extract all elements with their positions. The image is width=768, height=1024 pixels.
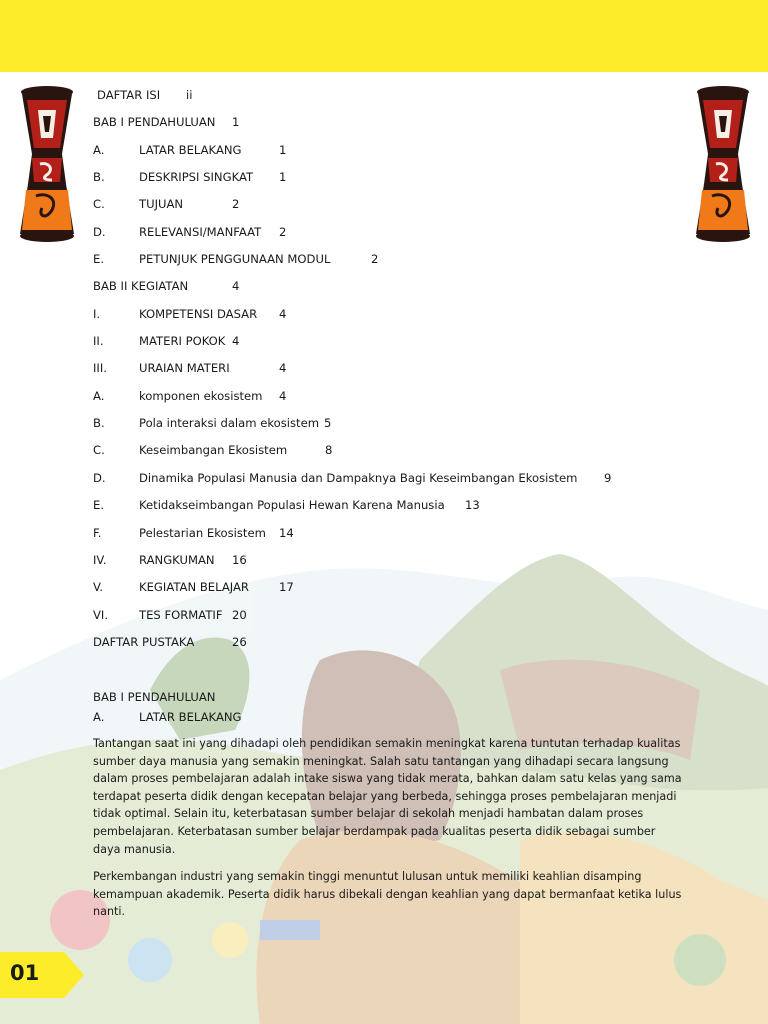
- toc-page: 2: [371, 252, 379, 267]
- toc-label: komponen ekosistem: [139, 388, 263, 403]
- toc-entry[interactable]: [93, 306, 693, 333]
- toc-entry[interactable]: [93, 525, 693, 552]
- toc-label: Pola interaksi dalam ekosistem: [139, 416, 320, 431]
- tifa-drum-icon: [18, 84, 76, 246]
- toc-entry[interactable]: [93, 333, 693, 360]
- paragraph: Tantangan saat ini yang dihadapi oleh pendidikan semakin meningkat karena tuntutan terhadap kualitas sumber daya manusia yang semakin meningkat. Salah satu tantangan yang dihadapi secara langsung dalam proses pembelajaran adalah intake siswa yang tidak merata, bahkan dalam satu kelas yang sama terdapat peserta didik dengan kecepatan belajar yang berbeda, sehingga proses pembelajaran menjadi tidak optimal. Selain itu, keterbatasan sumber belajar di sekolah menjadi hambatan dalam proses pembelajaran. Keterbatasan sumber belajar berdampak pada kualitas peserta didik sebagai sumber daya manusia.: [93, 737, 682, 856]
- toc-label: DAFTAR PUSTAKA: [93, 634, 195, 649]
- toc-label: DAFTAR ISI: [97, 88, 161, 102]
- toc-entry[interactable]: [93, 607, 693, 634]
- toc-number: D.: [93, 224, 106, 239]
- toc-page: 26: [232, 634, 247, 649]
- toc-label: MATERI POKOK: [139, 334, 226, 349]
- toc-page: 4: [232, 279, 240, 294]
- toc-entry[interactable]: [93, 497, 693, 524]
- toc-label: KOMPETENSI DASAR: [139, 306, 258, 321]
- toc-number: E.: [93, 498, 105, 513]
- toc-page: 5: [324, 416, 332, 431]
- toc-page: ii: [186, 88, 193, 102]
- toc-label: KEGIATAN BELAJAR: [139, 580, 249, 595]
- toc-number: II.: [93, 334, 104, 349]
- toc-page: 1: [279, 170, 287, 185]
- toc-number: IV.: [93, 552, 107, 567]
- toc-number: A.: [93, 388, 105, 403]
- toc-page: 4: [279, 388, 287, 403]
- toc-number: A.: [93, 142, 105, 157]
- section-letter: A.: [93, 710, 105, 724]
- toc-entry[interactable]: [93, 169, 693, 196]
- toc-entry[interactable]: [93, 114, 693, 141]
- toc-label: URAIAN MATERI: [139, 361, 230, 376]
- toc-entry[interactable]: [93, 224, 693, 251]
- toc-entry[interactable]: [93, 251, 693, 278]
- chapter-heading: BAB I PENDAHULUAN: [93, 690, 216, 704]
- tifa-drum-icon: [694, 84, 752, 246]
- toc-page: 9: [604, 470, 612, 485]
- toc-entry[interactable]: [93, 579, 693, 606]
- toc-number: B.: [93, 416, 105, 431]
- toc-entry[interactable]: [93, 388, 693, 415]
- toc-number: VI.: [93, 607, 109, 622]
- toc-label: Ketidakseimbangan Populasi Hewan Karena Manusia: [139, 498, 445, 513]
- toc-label: LATAR BELAKANG: [139, 142, 242, 157]
- toc-label: Pelestarian Ekosistem: [139, 525, 266, 540]
- toc-label: RANGKUMAN: [139, 552, 215, 567]
- toc-page: 8: [325, 443, 333, 458]
- toc-number: E.: [93, 252, 105, 267]
- toc-page: 4: [232, 334, 240, 349]
- toc-entry[interactable]: [93, 442, 693, 469]
- toc-page: 13: [465, 498, 480, 513]
- table-of-contents: [93, 87, 693, 661]
- toc-entry[interactable]: [93, 278, 693, 305]
- toc-entry[interactable]: [93, 415, 693, 442]
- toc-entry[interactable]: [93, 552, 693, 579]
- toc-number: D.: [93, 470, 106, 485]
- toc-number: C.: [93, 443, 105, 458]
- page-number-badge: [0, 952, 84, 998]
- section-heading: [93, 709, 693, 735]
- toc-page: 17: [279, 580, 294, 595]
- section-title: LATAR BELAKANG: [139, 710, 242, 724]
- toc-label: TES FORMATIF: [139, 607, 223, 622]
- toc-label: PETUNJUK PENGGUNAAN MODUL: [139, 252, 331, 267]
- toc-page: 16: [232, 552, 247, 567]
- page-number: 01: [10, 961, 40, 985]
- toc-entry[interactable]: [93, 634, 693, 661]
- toc-entry[interactable]: [93, 87, 693, 114]
- toc-label: Dinamika Populasi Manusia dan Dampaknya Bagi Keseimbangan Ekosistem: [139, 470, 578, 485]
- toc-entry[interactable]: [93, 470, 693, 497]
- toc-number: C.: [93, 197, 105, 212]
- toc-page: 1: [279, 142, 287, 157]
- toc-page: 14: [279, 525, 294, 540]
- toc-number: I.: [93, 306, 101, 321]
- toc-page: 2: [232, 197, 240, 212]
- toc-label: DESKRIPSI SINGKAT: [139, 170, 254, 185]
- toc-page: 20: [232, 607, 247, 622]
- toc-page: 1: [232, 115, 240, 130]
- toc-page: 4: [279, 361, 287, 376]
- toc-number: B.: [93, 170, 105, 185]
- toc-number: III.: [93, 361, 107, 376]
- toc-entry[interactable]: [93, 142, 693, 169]
- toc-label: RELEVANSI/MANFAAT: [139, 224, 262, 239]
- toc-number: V.: [93, 580, 104, 595]
- toc-label: BAB I PENDAHULUAN: [93, 115, 216, 130]
- toc-number: F.: [93, 525, 102, 540]
- toc-entry[interactable]: [93, 360, 693, 387]
- toc-label: BAB II KEGIATAN: [93, 279, 189, 294]
- toc-page: 2: [279, 224, 287, 239]
- chapter-section: [93, 689, 693, 931]
- toc-entry[interactable]: [93, 196, 693, 223]
- toc-page: 4: [279, 306, 287, 321]
- top-yellow-band: [0, 0, 768, 72]
- paragraph: Perkembangan industri yang semakin tinggi menuntut lulusan untuk memiliki keahlian disamping kemampuan akademik. Peserta didik harus dibekali dengan keahlian yang dapat bermanfaat ketika lulus nanti.: [93, 870, 682, 919]
- toc-label: Keseimbangan Ekosistem: [139, 443, 288, 458]
- toc-label: TUJUAN: [139, 197, 184, 212]
